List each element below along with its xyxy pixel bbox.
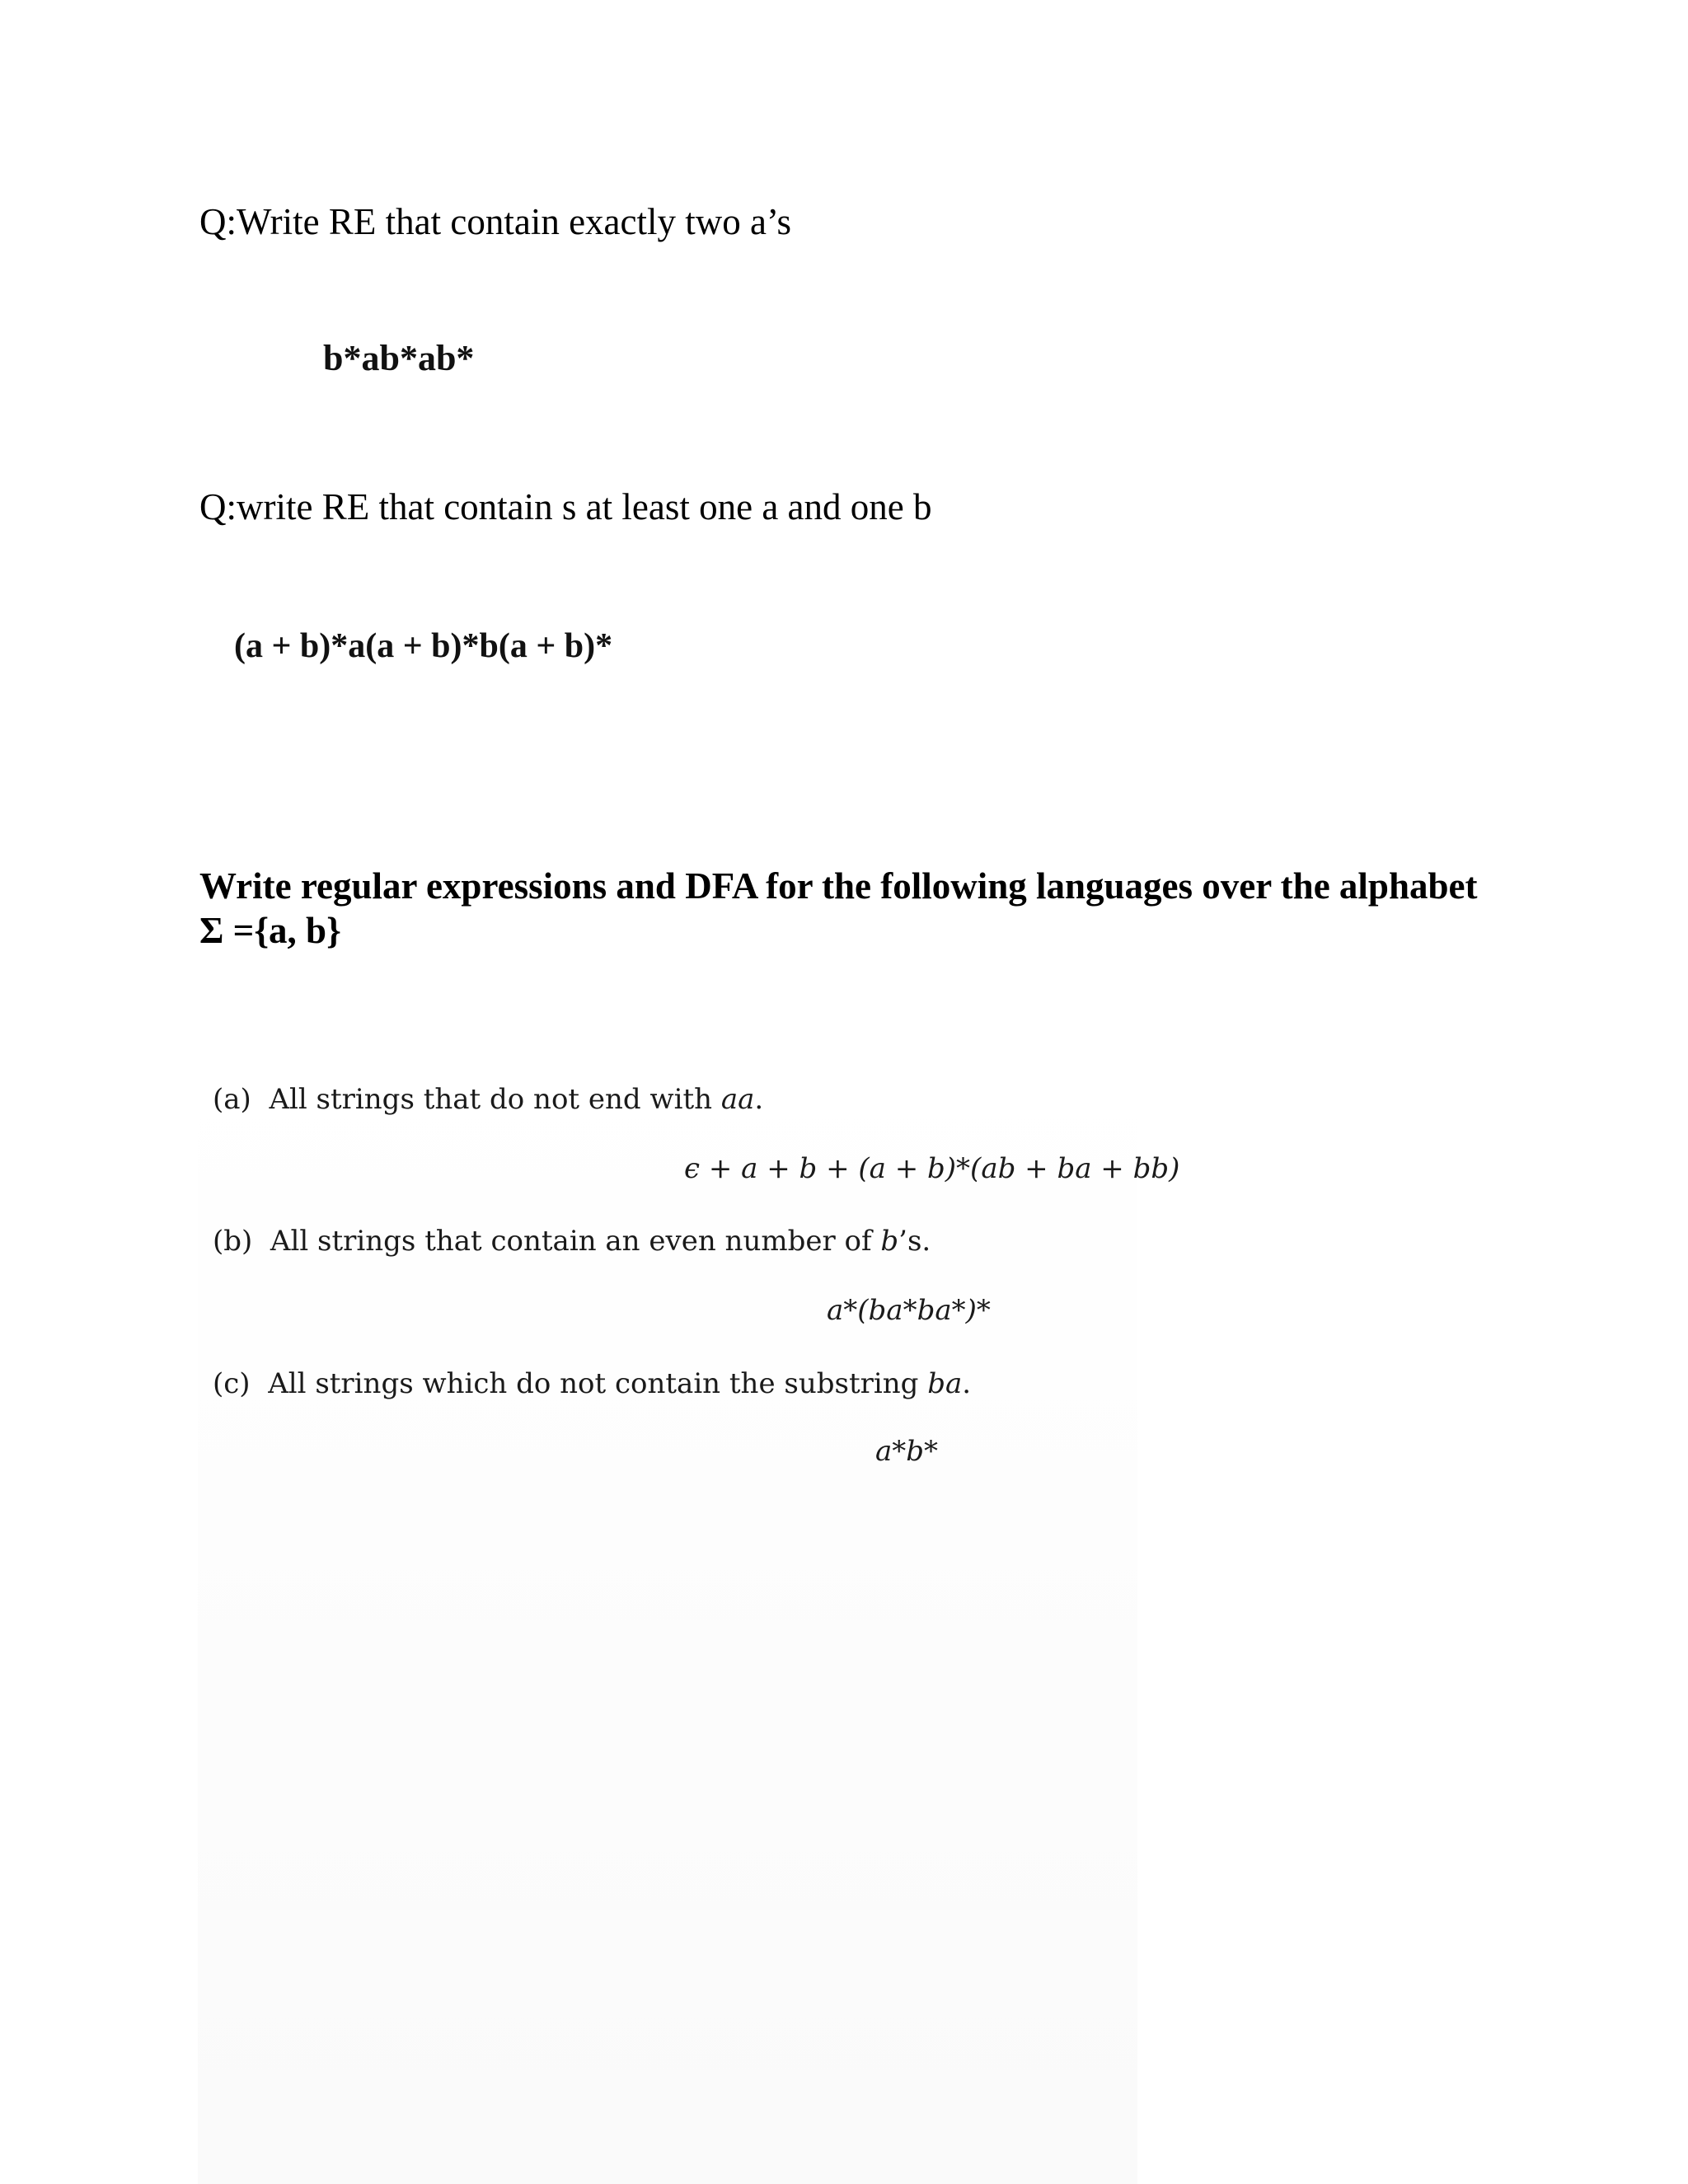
item-a-label: (a) (213, 1083, 251, 1116)
item-b-expression: a*(ba*ba*)* (827, 1294, 991, 1327)
question-1-answer: b*ab*ab* (323, 338, 475, 378)
item-b-label: (b) (213, 1225, 253, 1258)
item-a-term: aa (720, 1083, 755, 1116)
item-b-term: b (880, 1225, 899, 1258)
item-c (213, 1367, 972, 1400)
item-c-text: All strings which do not contain the substring (268, 1367, 928, 1400)
question-2-prompt: Q:write RE that contain s at least one a and one b (199, 486, 932, 527)
section-heading: Write regular expressions and DFA for the following languages over the alphabet Σ ={a, b} (199, 865, 1478, 951)
item-a-expression: ϵ + a + b + (a + b)*(ab + ba + bb) (684, 1152, 1180, 1185)
question-2-answer: (a + b)*a(a + b)*b(a + b)* (234, 627, 613, 665)
item-c-term: ba (927, 1367, 963, 1400)
item-b-tail: ’s. (898, 1225, 931, 1258)
item-a-tail: . (754, 1083, 764, 1116)
item-b (213, 1225, 931, 1258)
item-c-expression: a*b* (875, 1435, 939, 1468)
question-1-prompt: Q:Write RE that contain exactly two a’s (199, 201, 791, 242)
item-a (213, 1083, 764, 1116)
item-a-text: All strings that do not end with (269, 1083, 721, 1116)
item-c-label: (c) (213, 1367, 251, 1400)
item-c-tail: . (962, 1367, 972, 1400)
item-b-text: All strings that contain an even number of (270, 1225, 881, 1258)
